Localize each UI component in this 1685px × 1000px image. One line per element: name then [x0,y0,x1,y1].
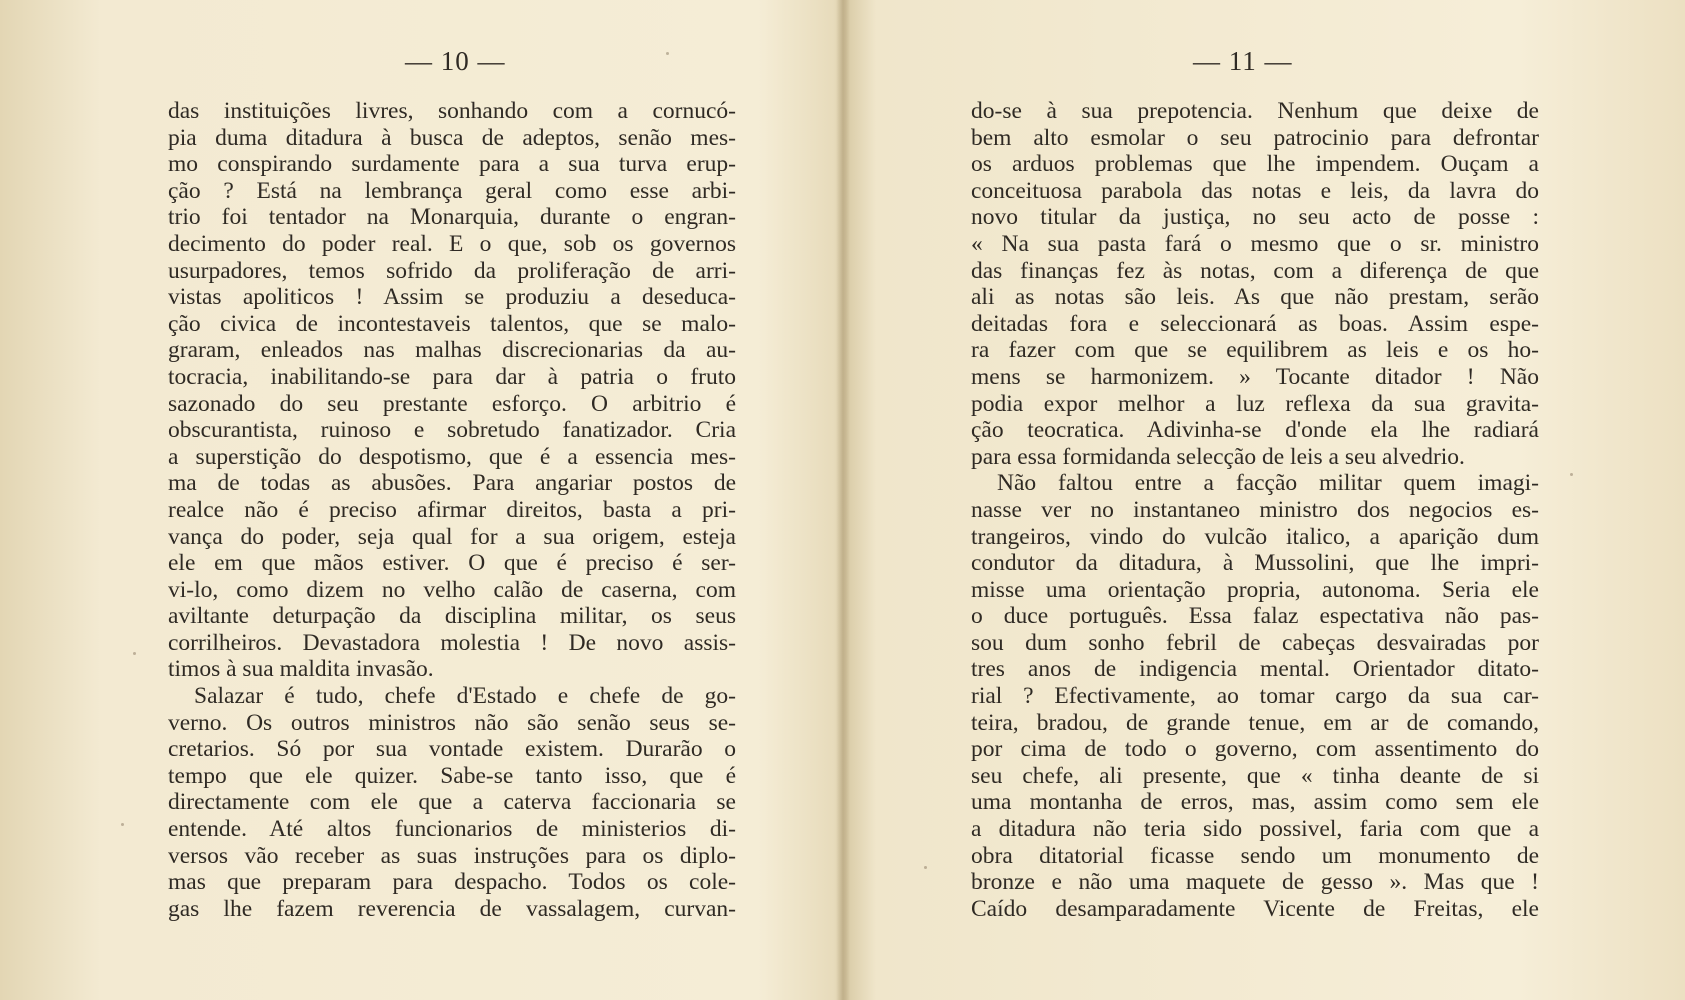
text-line: realce não é preciso afirmar direitos, basta a pri- [168,496,736,523]
right-page [843,0,1685,1000]
text-line: mas que preparam para despacho. Todos os cole- [168,869,736,896]
text-line: ele em que mãos estiver. O que é preciso é ser- [168,550,736,577]
text-line: sou dum sonho febril de cabeças desvairadas por [971,629,1539,656]
text-line: uma montanha de erros, mas, assim como sem ele [971,789,1539,816]
text-line: por cima de todo o governo, com assentimento do [971,736,1539,763]
text-line: Salazar é tudo, chefe d'Estado e chefe de go- [194,683,736,710]
text-line: directamente com ele que a caterva faccionaria se [168,789,736,816]
text-line: pia duma ditadura à busca de adeptos, senão mes- [168,124,736,151]
text-line: novo titular da justiça, no seu acto de posse : [971,204,1539,231]
text-line: vança do poder, seja qual for a sua origem, esteja [168,523,736,550]
text-line: mo conspirando surdamente para a sua turva erup- [168,151,736,178]
left-page-text [168,98,736,922]
paper-speck [1570,473,1573,476]
text-line: ali as notas são leis. As que não prestam, serão [971,284,1539,311]
text-line: das finanças fez às notas, com a diferença de que [971,257,1539,284]
text-line: misse uma orientação propria, autonoma. Seria ele [971,576,1539,603]
text-line: os arduos problemas que lhe impendem. Ouçam a [971,151,1539,178]
text-line: « Na sua pasta fará o mesmo que o sr. ministro [971,230,1539,257]
text-line: decimento do poder real. E o que, sob os governos [168,230,736,257]
text-line: trio foi tentador na Monarquia, durante o engran- [168,204,736,231]
left-page-number: — 10 — [405,46,506,76]
text-line: rial ? Efectivamente, ao tomar cargo da sua car- [971,683,1539,710]
text-line: mens se harmonizem. » Tocante ditador ! Não [971,363,1539,390]
text-line: bronze e não uma maquete de gesso ». Mas que ! [971,869,1539,896]
text-line: sazonado do seu prestante esforço. O arbitrio é [168,390,736,417]
text-line: gas lhe fazem reverencia de vassalagem, curvan- [168,895,736,922]
text-line: usurpadores, temos sofrido da proliferação de arri- [168,257,736,284]
text-line: teira, bradou, de grande tenue, em ar de comando, [971,709,1539,736]
text-line: condutor da ditadura, à Mussolini, que lhe impri- [971,550,1539,577]
text-line: ra fazer com que se equilibrem as leis e os ho- [971,337,1539,364]
text-line: verno. Os outros ministros não são senão seus se- [168,709,736,736]
text-line: conceituosa parabola das notas e leis, da lavra do [971,177,1539,204]
text-line: graram, enleados nas malhas discrecionarias da au- [168,337,736,364]
text-line: o duce português. Essa falaz espectativa não pas- [971,603,1539,630]
text-line: corrilheiros. Devastadora molestia ! De novo assis- [168,629,736,656]
text-line: a ditadura não teria sido possivel, faria com que a [971,816,1539,843]
right-page-number: — 11 — [1193,46,1293,76]
text-line: nasse ver no instantaneo ministro dos negocios es- [971,496,1539,523]
text-line: Não faltou entre a facção militar quem imagi- [997,470,1539,497]
text-line: cretarios. Só por sua vontade existem. Durarão o [168,736,736,763]
text-line: aviltante deturpação da disciplina militar, os seus [168,603,736,630]
text-line: ção civica de incontestaveis talentos, que se malo- [168,310,736,337]
text-line: ma de todas as abusões. Para angariar postos de [168,470,736,497]
paper-speck [924,866,927,869]
text-line: do-se à sua prepotencia. Nenhum que deixe de [971,98,1539,124]
text-line: ção teocratica. Adivinha-se d'onde ela lhe radiará [971,417,1539,444]
left-page [0,0,842,1000]
text-line: vistas apoliticos ! Assim se produziu a deseduca- [168,284,736,311]
text-line: Caído desamparadamente Vicente de Freitas, ele [971,895,1539,922]
text-line: podia expor melhor a luz reflexa da sua gravita- [971,390,1539,417]
text-line: deitadas fora e seleccionará as boas. Assim espe- [971,310,1539,337]
text-line: tocracia, inabilitando-se para dar à patria o fruto [168,363,736,390]
text-line: entende. Até altos funcionarios de ministerios di- [168,816,736,843]
text-line: versos vão receber as suas instruções para os diplo- [168,842,736,869]
text-line: bem alto esmolar o seu patrocinio para defrontar [971,124,1539,151]
right-page-text [971,98,1539,922]
text-line: timos à sua maldita invasão. [168,656,434,683]
text-line: tres anos de indigencia mental. Orientador ditato- [971,656,1539,683]
text-line: a superstição do despotismo, que é a essencia mes- [168,443,736,470]
text-line: vi-lo, como dizem no velho calão de caserna, com [168,576,736,603]
text-line: trangeiros, vindo do vulcão italico, a aparição dum [971,523,1539,550]
paper-speck [133,652,136,655]
text-line: seu chefe, ali presente, que « tinha deante de si [971,762,1539,789]
text-line: tempo que ele quizer. Sabe-se tanto isso, que é [168,762,736,789]
text-line: obra ditatorial ficasse sendo um monumento de [971,842,1539,869]
paper-speck [666,52,669,55]
text-line: das instituições livres, sonhando com a cornucó- [168,98,736,124]
paper-speck [121,823,124,826]
text-line: obscurantista, ruinoso e sobretudo fanatizador. Cria [168,417,736,444]
text-line: para essa formidanda selecção de leis a seu alvedrio. [971,443,1465,470]
text-line: ção ? Está na lembrança geral como esse arbi- [168,177,736,204]
